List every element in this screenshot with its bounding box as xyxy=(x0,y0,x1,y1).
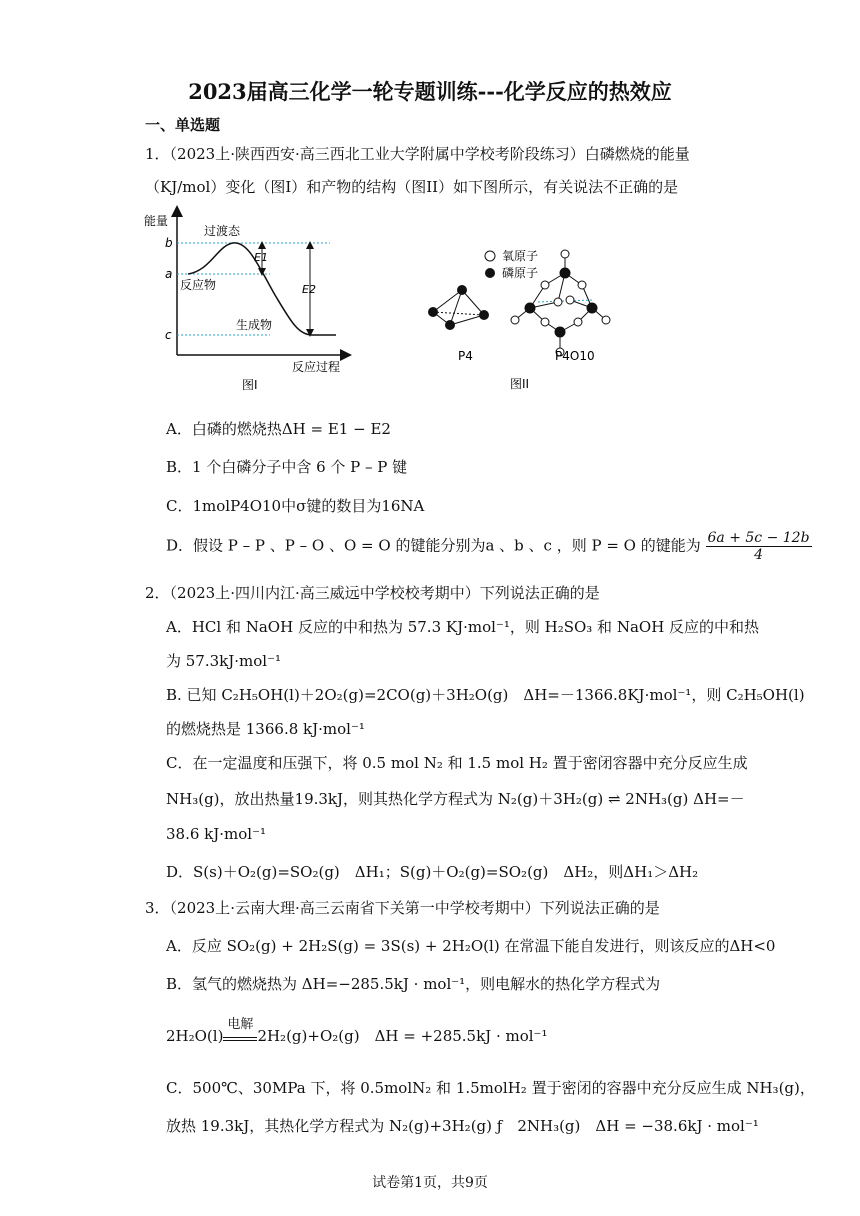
process-axis-label: 反应过程 xyxy=(292,360,341,374)
figure1-caption: 图I xyxy=(242,378,258,392)
q2-option-a-line1[interactable]: A．HCl 和 NaOH 反应的中和热为 57.3 KJ·mol⁻¹，则 H₂SO₃ 和 NaOH 反应的中和热 xyxy=(166,618,760,636)
level-a-label: a xyxy=(165,267,173,281)
transition-state-label: 过渡态 xyxy=(204,224,241,238)
q2-option-a-line2: 为 57.3kJ·mol⁻¹ xyxy=(166,652,282,670)
q2-option-d[interactable]: D．S(s)＋O₂(g)=SO₂(g) ΔH₁；S(g)＋O₂(g)=SO₂(g) ΔH₂，则ΔH₁＞ΔH₂ xyxy=(166,863,699,881)
electrolysis-label: 电解 xyxy=(227,1017,254,1032)
q2-option-c-line2: NH₃(g)，放出热量19.3kJ，则其热化学方程式为 N₂(g)＋3H₂(g) ⇌ 2NH₃(g) ΔH=－ xyxy=(166,790,745,808)
legend-phosphorus: 磷原子 xyxy=(502,266,539,280)
e2-label: E2 xyxy=(302,283,316,296)
equation-left: 2H₂O(l) xyxy=(166,1027,224,1045)
q2-option-b-line1[interactable]: B. 已知 C₂H₅OH(l)＋2O₂(g)=2CO(g)＋3H₂O(g) ΔH=－1366.8KJ·mol⁻¹，则 C₂H₅OH(l) xyxy=(166,686,805,704)
q2-option-c-line3: 38.6 kJ·mol⁻¹ xyxy=(166,825,267,843)
p4-molecule xyxy=(428,285,489,330)
energy-axis-label: 能量 xyxy=(144,214,169,228)
p4-label: P4 xyxy=(458,349,473,363)
page-footer: 试卷第1页，共9页 xyxy=(372,1175,488,1191)
q3-stem: 3．（2023上·云南大理·高三云南省下关第一中学校考期中）下列说法正确的是 xyxy=(145,899,660,917)
equation-right: 2H₂(g)+O₂(g) ΔH = +285.5kJ · mol⁻¹ xyxy=(257,1027,548,1045)
bond-energy-fraction xyxy=(706,530,812,563)
figure2-caption: 图II xyxy=(510,377,530,391)
q1-option-d[interactable] xyxy=(166,530,812,563)
q2-stem: 2．（2023上·四川内江·高三威远中学校校考期中）下列说法正确的是 xyxy=(145,584,600,602)
q2-option-b-line2: 的燃烧热是 1366.8 kJ·mol⁻¹ xyxy=(166,720,365,738)
q1-stem-line2: （KJ/mol）变化（图I）和产物的结构（图II）如下图所示，有关说法不正确的是 xyxy=(145,178,679,196)
molecule-diagram xyxy=(420,240,640,395)
section-heading: 一、单选题 xyxy=(145,116,221,134)
product-label: 生成物 xyxy=(236,318,273,332)
fraction-denominator: 4 xyxy=(754,547,763,563)
q1-option-a[interactable]: A．白磷的燃烧热ΔH = E1 − E2 xyxy=(166,420,391,438)
q1-option-c[interactable]: C．1molP4O10中σ键的数目为16NA xyxy=(166,497,425,515)
level-c-label: c xyxy=(165,328,172,342)
legend-oxygen: 氧原子 xyxy=(502,249,539,263)
reactant-label: 反应物 xyxy=(180,278,217,292)
fraction-numerator: 6a + 5c − 12b xyxy=(707,530,810,546)
q3-option-b-equation xyxy=(166,1017,548,1046)
e1-label: E1 xyxy=(254,251,268,264)
p4o10-label: P4O10 xyxy=(555,349,595,363)
q3-option-c-line1[interactable]: C．500℃、30MPa 下，将 0.5molN₂ 和 1.5molH₂ 置于密闭的容器中充分反应生成 NH₃(g)， xyxy=(166,1079,815,1097)
q1-stem-line1: 1．（2023上·陕西西安·高三西北工业大学附属中学校考阶段练习）白磷燃烧的能量 xyxy=(145,145,690,163)
q1-option-b[interactable]: B．1 个白磷分子中含 6 个 P – P 键 xyxy=(166,458,408,476)
q3-option-b-line1[interactable]: B．氢气的燃烧热为 ΔH=−285.5kJ · mol⁻¹，则电解水的热化学方程式为 xyxy=(166,975,661,993)
electrolysis-arrow xyxy=(223,1017,257,1041)
q2-option-c-line1[interactable]: C．在一定温度和压强下，将 0.5 mol N₂ 和 1.5 mol H₂ 置于密闭容器中充分反应生成 xyxy=(166,754,748,772)
energy-diagram xyxy=(140,205,360,395)
level-b-label: b xyxy=(165,236,173,250)
q1-option-d-text: D．假设 P – P 、P – O 、O = O 的键能分别为a 、b 、c ，则 P = O 的键能为 xyxy=(166,536,701,555)
q3-option-a[interactable]: A．反应 SO₂(g) + 2H₂S(g) = 3S(s) + 2H₂O(l) 在常温下能自发进行，则该反应的ΔH<0 xyxy=(166,937,776,955)
page-title: 2023届高三化学一轮专题训练---化学反应的热效应 xyxy=(188,79,672,104)
q3-option-c-line2: 放热 19.3kJ，其热化学方程式为 N₂(g)+3H₂(g) ƒ 2NH₃(g) ΔH = −38.6kJ · mol⁻¹ xyxy=(166,1117,759,1135)
